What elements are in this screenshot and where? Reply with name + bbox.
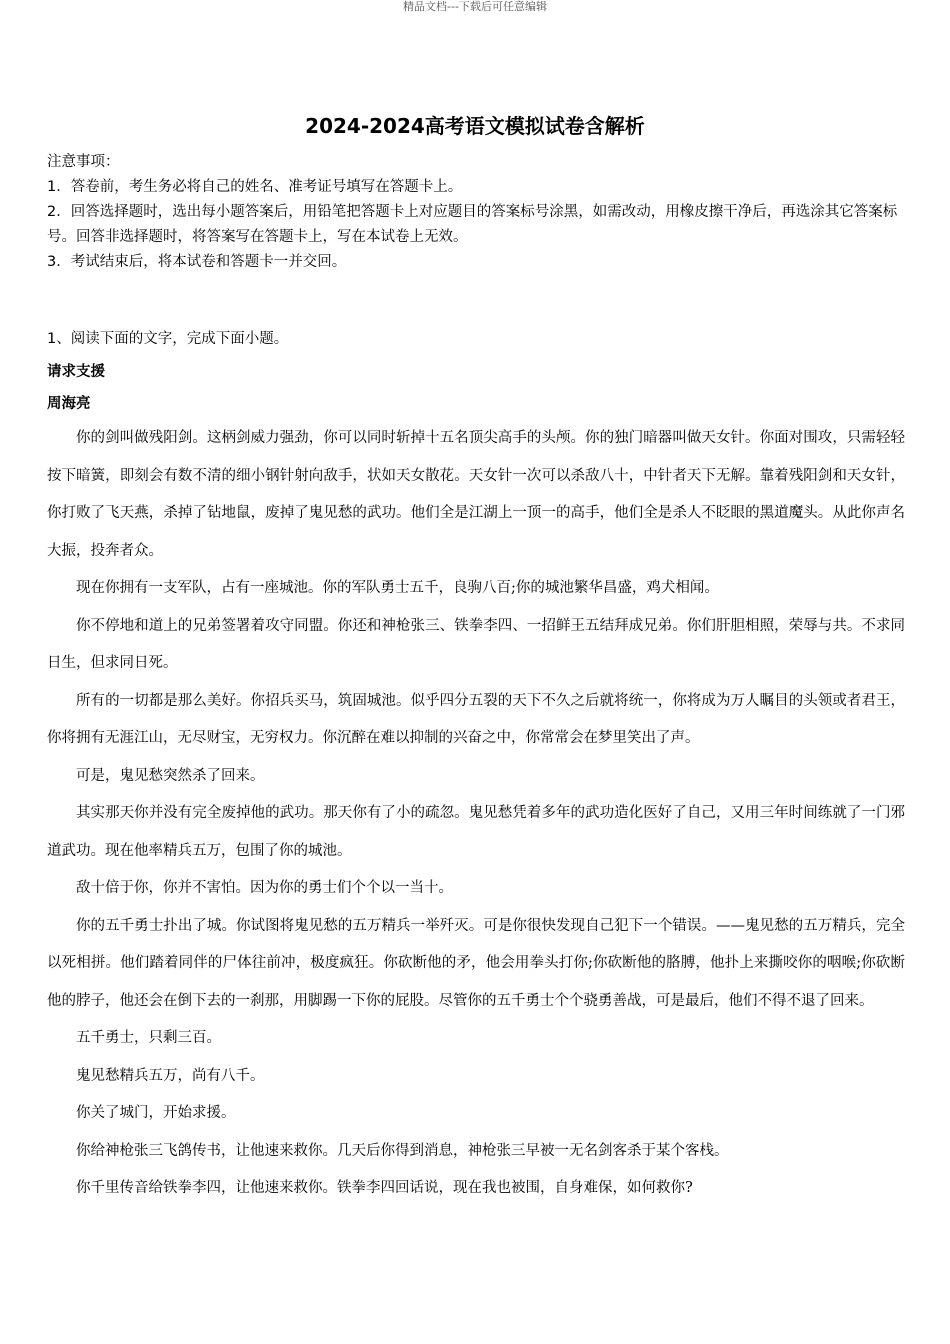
notice-item-2: 2．回答选择题时，选出每小题答案后，用铅笔把答题卡上对应题目的答案标号涂黑，如需改动，用橡皮擦干净后，再选涂其它答案标号。回答非选择题时，将答案写在答题卡上，写在本试卷上无效。 <box>47 204 898 245</box>
page-header: 精品文档---下载后可任意编辑 <box>403 0 547 13</box>
article-paragraph: 敌十倍于你，你并不害怕。因为你的勇士们个个以一当十。 <box>76 880 453 896</box>
article-paragraph: 现在你拥有一支军队，占有一座城池。你的军队勇士五千，良驹八百;你的城池繁华昌盛，鸡犬相闻。 <box>76 580 719 596</box>
article-paragraph: 五千勇士，只剩三百。 <box>76 1030 221 1046</box>
notice-item-1: 1．答卷前，考生务必将自己的姓名、准考证号填写在答题卡上。 <box>47 179 463 195</box>
question-section <box>47 323 905 1208</box>
article-paragraph: 其实那天你并没有完全废掉他的武功。那天你有了小的疏忽。鬼见愁凭着多年的武功造化医好了自己，又用三年时间练就了一门邪道武功。现在他率精兵五万，包围了你的城池。 <box>47 805 905 859</box>
article-author: 周海亮 <box>47 395 91 412</box>
question-intro: 1、阅读下面的文字，完成下面小题。 <box>47 331 289 347</box>
notice-section <box>47 150 917 275</box>
page-title: 2024-2024高考语文模拟试卷含解析 <box>305 114 645 138</box>
article-paragraph: 可是，鬼见愁突然杀了回来。 <box>76 767 265 784</box>
article-paragraph: 所有的一切都是那么美好。你招兵买马，筑固城池。似乎四分五裂的天下不久之后就将统一，你将成为万人瞩目的头领或者君王，你将拥有无涯江山，无尽财宝，无穷权力。你沉醉在难以抑制的兴奋之中，你常常会在梦里笑出了声。 <box>47 692 905 746</box>
article-paragraph: 你的剑叫做残阳剑。这柄剑威力强劲，你可以同时斩掉十五名顶尖高手的头颅。你的独门暗器叫做天女针。你面对围攻，只需轻轻按下暗簧，即刻会有数不清的细小钢针射向敌手，状如天女散花。天女针一次可以杀敌八十，中针者天下无解。靠着残阳剑和天女针，你打败了飞天燕，杀掉了钻地鼠，废掉了鬼见愁的武功。他们全是江湖上一顶一的高手，他们全是杀人不眨眼的黑道魔头。从此你声名大振，投奔者众。 <box>47 430 905 559</box>
article-paragraph: 鬼见愁精兵五万，尚有八千。 <box>76 1067 265 1084</box>
notice-heading: 注意事项： <box>47 154 120 170</box>
article-paragraph: 你不停地和道上的兄弟签署着攻守同盟。你还和神枪张三、铁拳李四、一招鲜王五结拜成兄弟。你们肝胆相照，荣辱与共。不求同日生，但求同日死。 <box>47 617 905 671</box>
article-paragraph: 你给神枪张三飞鸽传书，让他速来救你。几天后你得到消息，神枪张三早被一无名剑客杀于某个客栈。 <box>76 1142 729 1159</box>
notice-item-3: 3．考试结束后，将本试卷和答题卡一并交回。 <box>47 254 347 270</box>
article-body <box>47 420 905 1208</box>
article-paragraph: 你的五千勇士扑出了城。你试图将鬼见愁的五万精兵一举歼灭。可是你很快发现自己犯下一个错误。——鬼见愁的五万精兵，完全以死相拼。他们踏着同伴的尸体往前冲，极度疯狂。你砍断他的矛，他会用拳头打你;你砍断他的胳膊，他扑上来撕咬你的咽喉;你砍断他的脖子，他还会在倒下去的一刹那，用脚踢一下你的屁股。尽管你的五千勇士个个骁勇善战，可是最后，他们不得不退了回来。 <box>47 917 905 1009</box>
article-title: 请求支援 <box>47 363 105 380</box>
article-paragraph: 你关了城门，开始求援。 <box>76 1105 236 1121</box>
article-paragraph: 你千里传音给铁拳李四，让他速来救你。铁拳李四回话说，现在我也被围，自身难保，如何救你? <box>76 1180 693 1196</box>
